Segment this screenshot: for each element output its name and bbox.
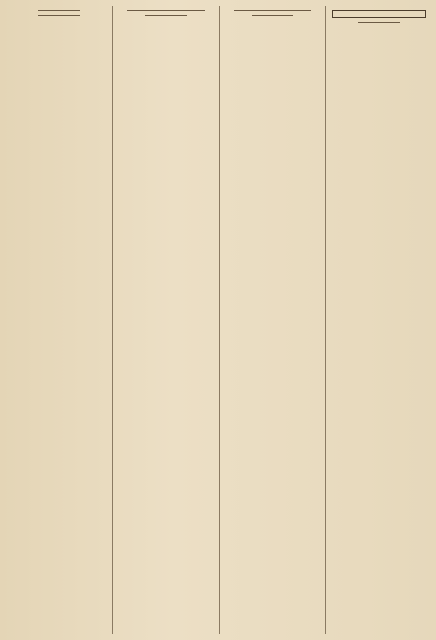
divider [38, 10, 80, 11]
divider [358, 22, 400, 23]
divider [38, 15, 80, 16]
divider [145, 15, 187, 16]
divider [127, 10, 205, 11]
column-1 [6, 6, 113, 634]
column-3 [220, 6, 327, 634]
column-4 [326, 6, 432, 634]
divider [252, 15, 294, 16]
columns [6, 6, 432, 634]
divider [234, 10, 312, 11]
column-2 [113, 6, 220, 634]
boxed-notice [332, 10, 426, 18]
